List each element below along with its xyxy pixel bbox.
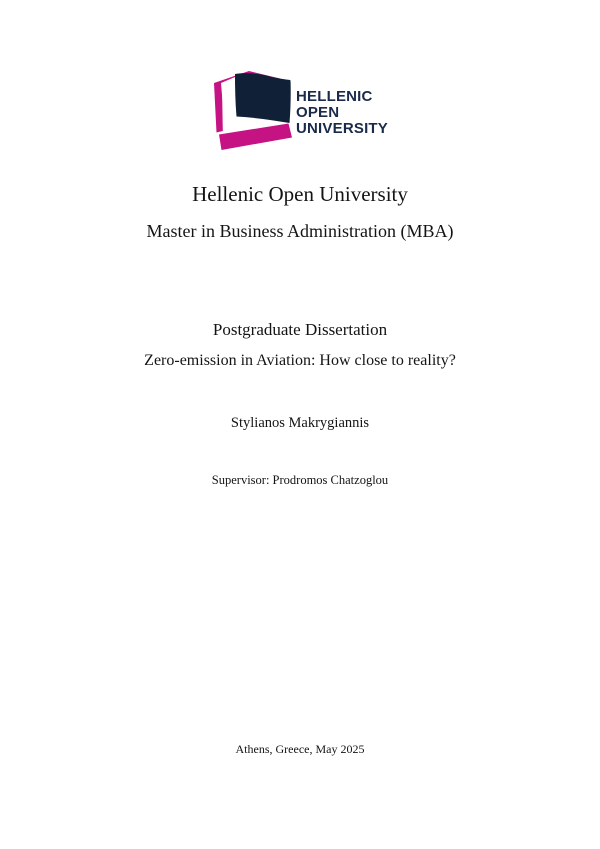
- supervisor-line: Supervisor: Prodromos Chatzoglou: [211, 473, 389, 487]
- logo-wordmark-line2: OPEN: [295, 104, 340, 121]
- dissertation-title: Zero-emission in Aviation: How close to reality?: [144, 352, 456, 369]
- open-book-logo-icon: [212, 70, 292, 150]
- university-name: Hellenic Open University: [192, 182, 408, 206]
- hou-logo: [0, 70, 600, 150]
- program-name: Master in Business Administration (MBA): [146, 221, 454, 241]
- logo-wordmark: [296, 89, 388, 137]
- logo-wordmark-line1: HELLENIC: [295, 88, 373, 105]
- logo-book-page-shape: [235, 73, 291, 123]
- author-name: Stylianos Makrygiannis: [230, 415, 370, 431]
- logo-wordmark-line3: UNIVERSITY: [295, 120, 388, 137]
- location-date-line: Athens, Greece, May 2025: [235, 742, 365, 756]
- dissertation-type-label: Postgraduate Dissertation: [212, 320, 388, 339]
